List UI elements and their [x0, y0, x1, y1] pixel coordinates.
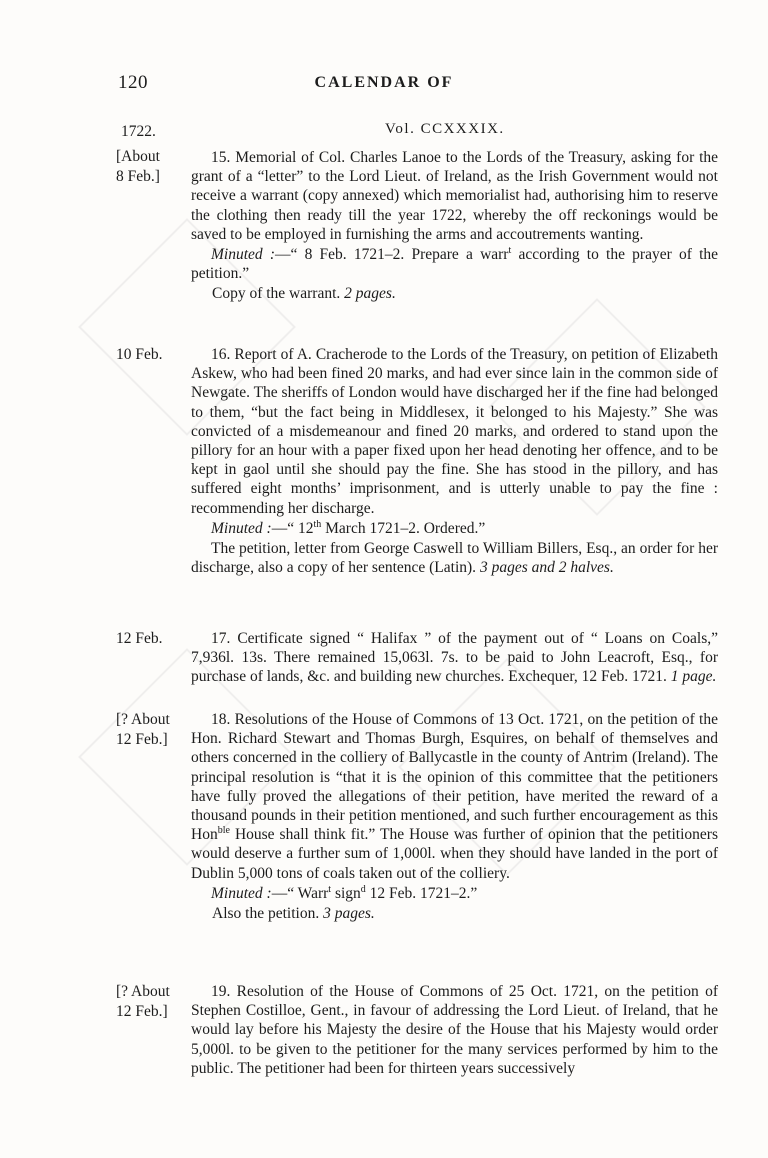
entry-body	[191, 710, 718, 923]
page-number: 120	[118, 72, 148, 93]
entry-text: 18. Resolutions of the House of Commons of 13 Oct. 1721, on the petition of the Hon. Richard Stewart and Thomas Burgh, Esquires, on behalf of themselves and others concerned in the colliery of Ballycastle in the county of Antrim (Ireland). The principal resolution is “that it is the opinion of this committee that the petitioners have fully proved the allegations of their petition, have merited the reward of a thousand pounds in their petition mentioned, and such further encouragement as this Hon$^{ble}$ House shall think fit.” The House was further of opinion that the petitioners would deserve a further sum of 1,000l. when they should have landed in the port of Dublin 5,000 tons of coals taken out of the colliery.	[191, 711, 718, 882]
entry-body	[191, 148, 718, 304]
entry-body	[191, 345, 718, 577]
entry-text: 16. Report of A. Cracherode to the Lords of the Treasury, on petition of Elizabeth Askew, who had been fined 20 marks, and had ever since lain in the common side of Newgate. The sheriffs of London would have discharged her if the fine had belonged to them, “but the fact being in Middlesex, it belonged to his Majesty.” She was convicted of a misdemeanour and fined 20 marks, and ordered to stand upon the pillory for an hour with a paper fixed upon her head denoting her offence, and to be kept in gaol until she should pay the fine. She has stood in the pillory, and has suffered eight months’ imprisonment, and is utterly unable to pay the fine : recommending her discharge.	[191, 346, 718, 517]
entry-date: [? About 12 Feb.]	[116, 711, 170, 748]
entry-date: 12 Feb.	[116, 630, 163, 647]
entry-text: 17. Certificate signed “ Halifax ” of the payment out of “ Loans on Coals,” 7,936l. 13s. There remained 15,063l. 7s. to be paid to John Leacroft, Esq., for purchase of lands, &c. and building new churches. Exchequer, 12 Feb. 1721. 1 page.	[191, 630, 718, 686]
enclosure-note: The petition, letter from George Caswell to William Billers, Esq., an order for her discharge, also a copy of her sentence (Latin). 3 pages and 2 halves.	[191, 540, 718, 577]
running-title: CALENDAR OF	[314, 74, 454, 91]
minuted-line: Minuted :—“ Warr$^t$ sign$^d$ 12 Feb. 1721–2.”	[211, 883, 478, 902]
entry-text: 15. Memorial of Col. Charles Lanoe to the Lords of the Treasury, asking for the grant of a “letter” to the Lord Lieut. of Ireland, as the Irish Government would not receive a warrant (copy annexed) which memorialist had, authorising him to reserve the clothing then ready till the year 1722, whereby the off reckonings would be saved to be employed in furnishing the arms and accoutrements wanting.	[191, 149, 718, 243]
entry-body	[191, 982, 718, 1078]
enclosure-note: Also the petition. 3 pages.	[212, 905, 375, 923]
enclosure-note: Copy of the warrant. 2 pages.	[212, 285, 396, 303]
minuted-line: Minuted :—“ 12th March 1721–2. Ordered.”	[211, 518, 486, 537]
entry-body	[191, 629, 718, 687]
entry-date: [About 8 Feb.]	[116, 148, 160, 185]
entry-date: [? About 12 Feb.]	[116, 983, 170, 1020]
year-label: 1722.	[121, 123, 156, 140]
minuted-line: Minuted :—“ 8 Feb. 1721–2. Prepare a warr$^t$ according to the prayer of the petition.”	[191, 244, 718, 283]
volume-heading: Vol. CCXXXIX.	[385, 121, 505, 137]
entry-text: 19. Resolution of the House of Commons of 25 Oct. 1721, on the petition of Stephen Costilloe, Gent., in favour of addressing the Lord Lieut. of Ireland, that he would lay before his Majesty the desire of the House that his Majesty would order 5,000l. to be given to the petitioner for the many services performed by him to the public. The petitioner had been for thirteen years successively	[191, 983, 718, 1077]
entry-date: 10 Feb.	[116, 346, 163, 363]
